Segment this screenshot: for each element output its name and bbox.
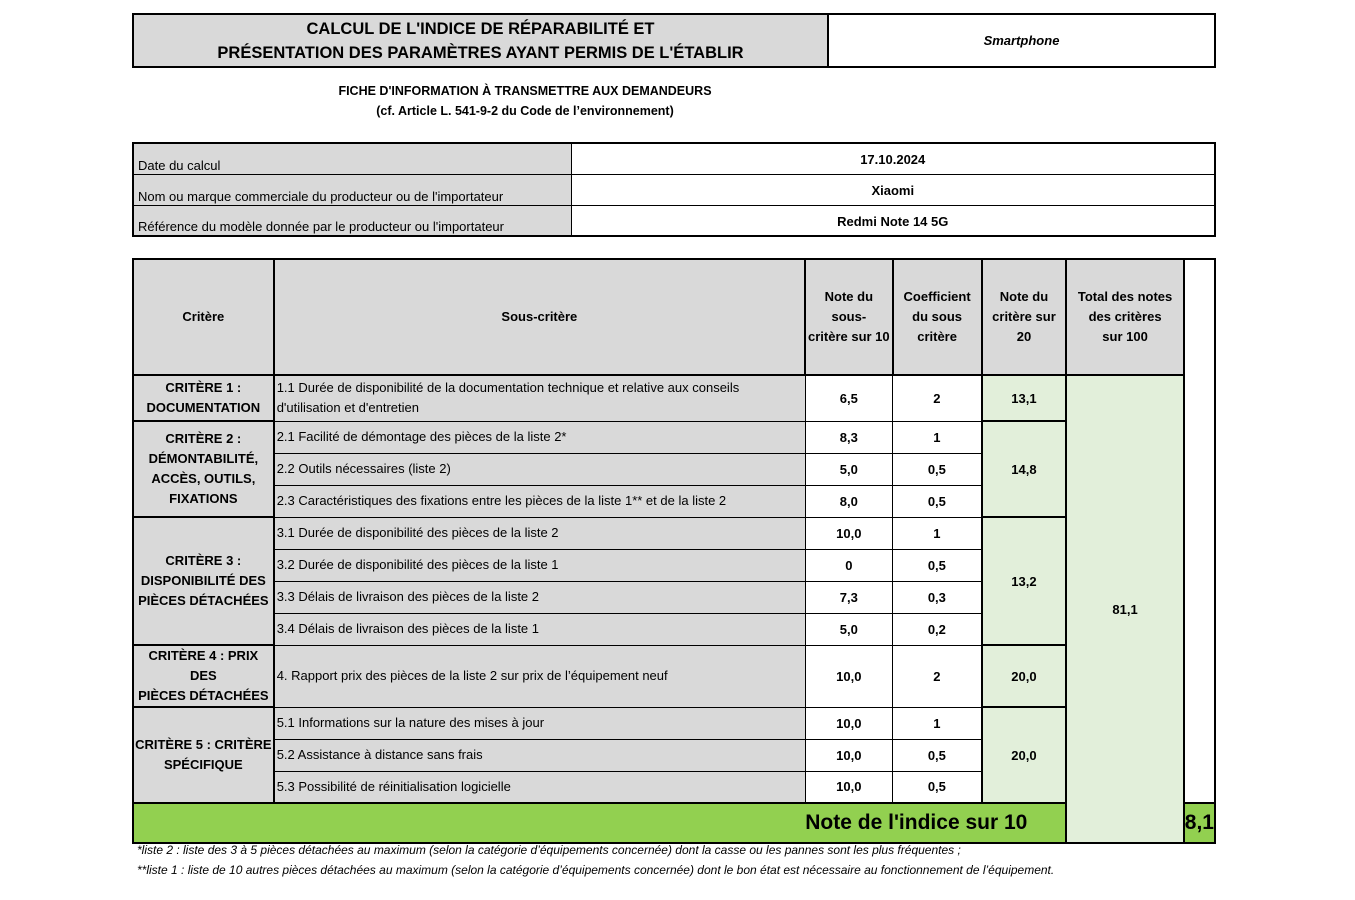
table-header-row	[133, 259, 1215, 375]
info-table	[132, 142, 1216, 237]
criterion-1-name: CRITÈRE 1 : DOCUMENTATION	[133, 375, 274, 421]
sub-criterion-label: 2.3 Caractéristiques des fixations entre les pièces de la liste 1** et de la liste 2	[274, 485, 805, 517]
criterion-2-name: CRITÈRE 2 : DÉMONTABILITÉ, ACCÈS, OUTILS, FIXATIONS	[133, 421, 274, 517]
document-title	[132, 13, 829, 68]
fiche-line-1: FICHE D'INFORMATION À TRANSMETTRE AUX DEMANDEURS	[338, 84, 712, 98]
repairability-table	[132, 258, 1216, 844]
final-score-label: Note de l'indice sur 10	[133, 803, 1066, 843]
col-header-sous-critere: Sous-critère	[274, 259, 805, 375]
criterion-4-name: CRITÈRE 4 : PRIX DES PIÈCES DÉTACHÉES	[133, 645, 274, 707]
final-score-value: 8,1	[1184, 803, 1215, 843]
sub-criterion-coef: 1	[893, 707, 982, 739]
table-row	[133, 645, 1215, 707]
sub-criterion-label: 3.4 Délais de livraison des pièces de la liste 1	[274, 613, 805, 645]
table-row	[133, 421, 1215, 453]
sub-criterion-label: 5.3 Possibilité de réinitialisation logicielle	[274, 771, 805, 803]
sub-criterion-note: 10,0	[805, 739, 893, 771]
info-label: Référence du modèle donnée par le producteur ou l'importateur	[133, 205, 571, 236]
title-line-2: PRÉSENTATION DES PARAMÈTRES AYANT PERMIS DE L'ÉTABLIR	[217, 43, 744, 62]
col-header-note-sous-critere: Note du sous- critère sur 10	[805, 259, 893, 375]
sub-criterion-label: 2.1 Facilité de démontage des pièces de la liste 2*	[274, 421, 805, 453]
sub-criterion-label: 2.2 Outils nécessaires (liste 2)	[274, 453, 805, 485]
footnote-liste-1: **liste 1 : liste de 10 autres pièces détachées au maximum (selon la catégorie d’équipements concernée) dont le bon état est nécessaire au fonctionnement de l’équipement.	[137, 863, 1055, 877]
sub-criterion-note: 0	[805, 549, 893, 581]
sub-criterion-coef: 0,5	[893, 453, 982, 485]
sub-criterion-note: 6,5	[805, 375, 893, 421]
info-label: Date du calcul	[133, 143, 571, 174]
criterion-1-score: 13,1	[982, 375, 1067, 421]
total-score-100: 81,1	[1066, 375, 1183, 843]
sub-criterion-note: 8,3	[805, 421, 893, 453]
sub-criterion-note: 10,0	[805, 517, 893, 549]
criterion-3-name: CRITÈRE 3 : DISPONIBILITÉ DES PIÈCES DÉTACHÉES	[133, 517, 274, 645]
category-label: Smartphone	[983, 33, 1060, 48]
info-value: 17.10.2024	[571, 143, 1215, 174]
footnote-liste-2: *liste 2 : liste des 3 à 5 pièces détachées au maximum (selon la catégorie d’équipements concernée) dont la casse ou les pannes sont les plus fréquentes ;	[137, 843, 961, 857]
sub-criterion-label: 5.1 Informations sur la nature des mises à jour	[274, 707, 805, 739]
title-line-1: CALCUL DE L'INDICE DE RÉPARABILITÉ ET	[306, 19, 655, 38]
table-row	[133, 707, 1215, 739]
sub-criterion-coef: 2	[893, 375, 982, 421]
sub-criterion-note: 5,0	[805, 453, 893, 485]
col-header-coefficient: Coefficient du sous critère	[893, 259, 982, 375]
sub-criterion-coef: 0,5	[893, 549, 982, 581]
info-value: Xiaomi	[571, 174, 1215, 205]
info-row	[133, 174, 1215, 205]
criterion-5-name: CRITÈRE 5 : CRITÈRE SPÉCIFIQUE	[133, 707, 274, 803]
sub-criterion-label: 4. Rapport prix des pièces de la liste 2 sur prix de l’équipement neuf	[274, 645, 805, 707]
sub-criterion-coef: 0,2	[893, 613, 982, 645]
col-header-critere: Critère	[133, 259, 274, 375]
fiche-line-2: (cf. Article L. 541-9-2 du Code de l’environnement)	[376, 104, 674, 118]
sub-criterion-coef: 0,5	[893, 739, 982, 771]
sub-criterion-note: 10,0	[805, 771, 893, 803]
sub-criterion-label: 3.3 Délais de livraison des pièces de la liste 2	[274, 581, 805, 613]
criterion-5-score: 20,0	[982, 707, 1067, 803]
info-label: Nom ou marque commerciale du producteur ou de l'importateur	[133, 174, 571, 205]
sub-criterion-note: 5,0	[805, 613, 893, 645]
criterion-3-score: 13,2	[982, 517, 1067, 645]
sub-criterion-note: 10,0	[805, 707, 893, 739]
criterion-4-score: 20,0	[982, 645, 1067, 707]
sub-criterion-label: 3.2 Durée de disponibilité des pièces de la liste 1	[274, 549, 805, 581]
sub-criterion-label: 5.2 Assistance à distance sans frais	[274, 739, 805, 771]
sub-criterion-coef: 1	[893, 517, 982, 549]
sub-criterion-coef: 1	[893, 421, 982, 453]
info-row	[133, 143, 1215, 174]
sub-criterion-label: 1.1 Durée de disponibilité de la documentation technique et relative aux conseils d'utilisation et d'entretien	[274, 375, 805, 421]
col-header-total: Total des notes des critères sur 100	[1066, 259, 1183, 375]
sub-criterion-note: 7,3	[805, 581, 893, 613]
sub-criterion-note: 10,0	[805, 645, 893, 707]
table-row	[133, 375, 1215, 421]
table-row	[133, 517, 1215, 549]
sub-criterion-coef: 0,3	[893, 581, 982, 613]
final-score-row	[133, 803, 1215, 843]
info-value: Redmi Note 14 5G	[571, 205, 1215, 236]
criterion-2-score: 14,8	[982, 421, 1067, 517]
product-category	[827, 13, 1216, 68]
sub-criterion-label: 3.1 Durée de disponibilité des pièces de la liste 2	[274, 517, 805, 549]
sub-criterion-coef: 2	[893, 645, 982, 707]
sub-criterion-coef: 0,5	[893, 485, 982, 517]
sub-criterion-note: 8,0	[805, 485, 893, 517]
sub-criterion-coef: 0,5	[893, 771, 982, 803]
info-row	[133, 205, 1215, 236]
col-header-note-critere: Note du critère sur 20	[982, 259, 1067, 375]
